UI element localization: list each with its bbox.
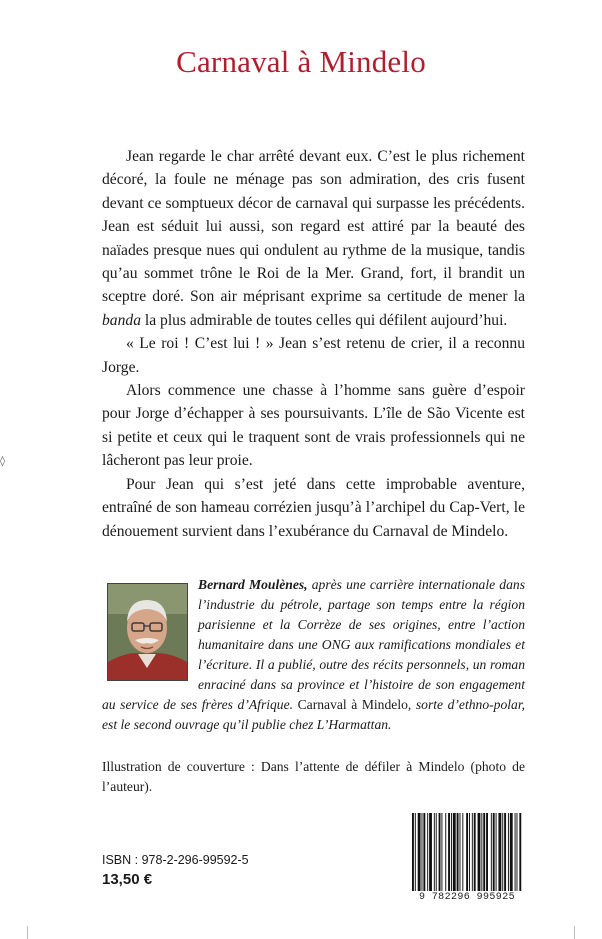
barcode-bar xyxy=(439,813,441,891)
barcode-bar xyxy=(418,813,421,891)
barcode-bar xyxy=(515,813,516,891)
barcode-bar xyxy=(502,813,503,891)
barcode-bar xyxy=(510,813,513,891)
edge-mark: ◊ xyxy=(0,456,5,467)
barcode-bar xyxy=(469,813,470,891)
barcode-bar xyxy=(457,813,459,891)
barcode-bar xyxy=(466,813,468,891)
barcode-bar xyxy=(486,813,488,891)
barcode-bar xyxy=(415,813,416,891)
barcode-bar xyxy=(423,813,425,891)
barcode-bar xyxy=(481,813,482,891)
barcode-bar xyxy=(498,813,501,891)
blurb-paragraph-3: Alors commence une chasse à l’homme sans guère d’espoir pour Jorge d’échapper à ses poursuivants. L’île de São Vicente est si petite et ceux qui le traquent sont de vrais professionnels qui ne lâcheront pas leur proie. xyxy=(102,382,525,470)
author-name: Bernard Moulènes, xyxy=(198,577,308,592)
isbn: ISBN : 978-2-296-99592-5 xyxy=(102,853,249,867)
barcode-bar xyxy=(436,813,437,891)
barcode-bar xyxy=(474,813,476,891)
author-section xyxy=(102,575,525,735)
barcode-bar xyxy=(427,813,428,891)
crop-mark xyxy=(574,926,575,939)
barcode-bar xyxy=(478,813,481,891)
barcode-icon xyxy=(408,813,526,899)
blurb xyxy=(102,145,525,543)
barcode-bar xyxy=(460,813,461,891)
blurb-paragraph-1 xyxy=(102,145,525,332)
barcode-bar xyxy=(519,813,521,891)
barcode-bar xyxy=(441,813,442,891)
barcode-bar xyxy=(412,813,414,891)
barcode-bar xyxy=(508,813,509,891)
barcode-bar xyxy=(517,813,518,891)
barcode-bar xyxy=(483,813,485,891)
blurb-paragraph-1-text-b: la plus admirable de toutes celles qui défilent aujourd’hui. xyxy=(140,311,508,329)
barcode-bar xyxy=(504,813,506,891)
cover-illustration-credit: Illustration de couverture : Dans l’attente de défiler à Mindelo (photo de l’auteur). xyxy=(102,759,525,794)
blurb-banda-word: banda xyxy=(102,311,141,329)
barcode-bar xyxy=(451,813,452,891)
author-bio-text-a: après une carrière internationale dans l’industrie du pétrole, partage son temps entre la région parisienne et la Corrèze de ses origines, entre l’action humanitaire dans une ONG aux ramifications mondiales et l’écriture. Il a publié, outre des récits personnels, un roman enraciné dans sa province et l’histoire de son engagement au service de ses frères d’Afrique. xyxy=(102,577,525,712)
barcode-bar xyxy=(453,813,456,891)
barcode-bar xyxy=(434,813,435,891)
barcode-bar xyxy=(493,813,495,891)
barcode-bar xyxy=(448,813,450,891)
author-portrait-icon xyxy=(108,584,187,680)
blurb-paragraph-4: Pour Jean qui s’est jeté dans cette improbable aventure, entraîné de son hameau corrézien jusqu’à l’archipel du Cap-Vert, le dénouement survient dans l’exubérance du Carnaval de Mindelo. xyxy=(102,475,525,540)
price: 13,50 € xyxy=(102,871,153,888)
author-bio-text-b: sorte d’ethno-polar, est le second ouvrage qu’il publie chez L’Harmattan. xyxy=(102,697,526,732)
barcode-bar xyxy=(462,813,463,891)
blurb-paragraph-1-text-a: Jean regarde le char arrêté devant eux. C’est le plus richement décoré, la foule ne ménage pas son admiration, des cris fusent devant ce somptueux décor de carnaval qui surpasse les précédents. Jean est séduit lui aussi, son regard est attiré par la beauté des naïades presque nues qui ondulent au rythme de la musique, tandis qu’au sommet trône le Roi de la Mer. Grand, fort, il brandit un sceptre doré. Son air méprisant exprime sa certitude de mener la xyxy=(102,148,525,306)
barcode-bar xyxy=(429,813,432,891)
blurb-paragraph-2: « Le roi ! C’est lui ! » Jean s’est retenu de crier, il a reconnu Jorge. xyxy=(102,335,525,376)
author-photo xyxy=(107,583,188,681)
barcode-bar xyxy=(496,813,497,891)
barcode-bar xyxy=(491,813,492,891)
barcode-bar xyxy=(472,813,473,891)
barcode-bar xyxy=(422,813,423,891)
book-title: Carnaval à Mindelo xyxy=(176,44,426,79)
barcode-bar xyxy=(445,813,446,891)
author-bio-book-title: Carnaval à Mindelo, xyxy=(293,697,412,712)
barcode-digits: 9 782296 995925 xyxy=(418,892,515,903)
crop-mark xyxy=(27,926,28,939)
